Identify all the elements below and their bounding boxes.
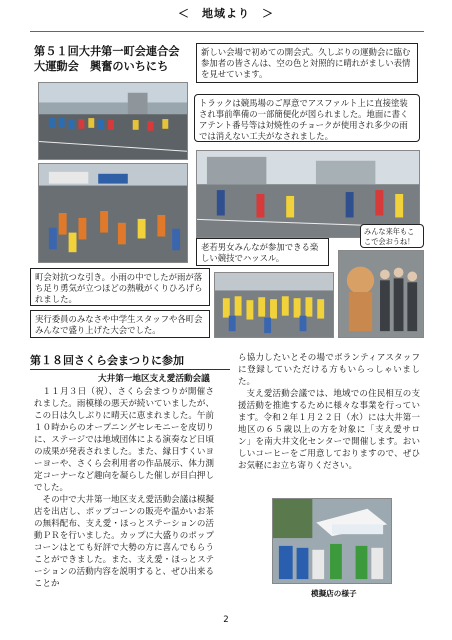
sakura-right-paragraph-2: 支え愛活動会議では、地域での住民相互の支援活動を推進するために様々な事業を行っています。令和２年１月２２日（水）には大井第一地区の６５歳以上の方を対象に「支え愛サロン」を南大井文化センターで開催します。おいしいコーヒーをご用意しておりますので、ぜひお気軽にお立ち寄りください。 <box>238 389 420 471</box>
sakura-right-column <box>238 352 420 472</box>
sports-day-title-line2: 大運動会 興奮のいちにち <box>34 60 169 73</box>
photo-booth-caption: 模擬店の様子 <box>311 589 357 598</box>
photo-track-event <box>38 163 188 263</box>
page-number: 2 <box>223 615 229 625</box>
sakura-right-paragraph-1: ら協力したいとその場でボランティアスタッフに登録していただける方もいらっしゃいました。 <box>238 353 420 387</box>
sakura-festival-title: 第１８回さくら会まつりに参加 <box>30 352 230 370</box>
page-header: ＜ 地域より ＞ <box>178 7 274 20</box>
caption-elderly: 老若男女みんなが参加できる楽しい競技でハッスル。 <box>196 238 329 266</box>
photo-booth <box>272 498 392 584</box>
caption-track: トラックは競馬場のご厚意でアスファルト上に直接塗装され事前準備の一部簡便化が図られました。地面に書くアテント番号等は対焼性のチョークが使用され多少の雨では消えない工夫がなされました。 <box>194 94 420 142</box>
sakura-byline: 大井第一地区支え愛活動会議 <box>98 374 210 384</box>
photo-opening-ceremony <box>38 82 188 160</box>
caption-staff: 実行委員のみなさや中学生スタッフや各町会みんなで盛り上げた大会でした。 <box>30 310 210 338</box>
sports-day-title-line1: 第５１回大井第一町会連合会 <box>34 45 180 58</box>
header-divider <box>30 31 424 32</box>
caption-opening: 新しい会場で初めての開会式。久しぶりの運動会に臨む参加者の皆さんは、空の色と対照的に晴れがましい表情を見せています。 <box>196 43 418 83</box>
photo-children-group <box>214 272 334 338</box>
sakura-left-column <box>34 386 214 590</box>
sports-day-title <box>34 44 194 74</box>
caption-tug-of-war: 町会対抗つな引き。小雨の中でしたが雨が落ち足り勇気が立つほどの熱戦がくりひろげられました。 <box>30 268 210 306</box>
speech-bubble: みんな来年もここで会おうね！ <box>360 224 424 248</box>
sakura-left-paragraph-1: １１月３日（祝）、さくら会まつりが開催されました。雨模様の悪天が続いていましたが、この日は久しぶりに晴天に恵まれました。午前１０時からのオープニングセレモニーを皮切りに、ステージでは地域団体による演奏など日頃の成果が発表されました。また、縁日すくいヨーヨーや、さくら会利用者の作品展示、体力測定コーナーなど趣向を凝らした催しが目白押しでした。 <box>34 387 214 493</box>
photo-mascot-and-guests <box>338 250 424 338</box>
sakura-left-paragraph-2: その中で大井第一地区支え愛活動会議は模擬店を出店し、ポップコーンの販売や温かいお茶の無料配布、支え愛・ほっとステーションの活動ＰＲを行いました。カップに大盛りのポップコーンはとても好評で大勢の方に喜んでもらうことができました。また、支え愛・ほっとステーションの活動内容を説明すると、ぜひ出来ることか <box>34 495 214 589</box>
